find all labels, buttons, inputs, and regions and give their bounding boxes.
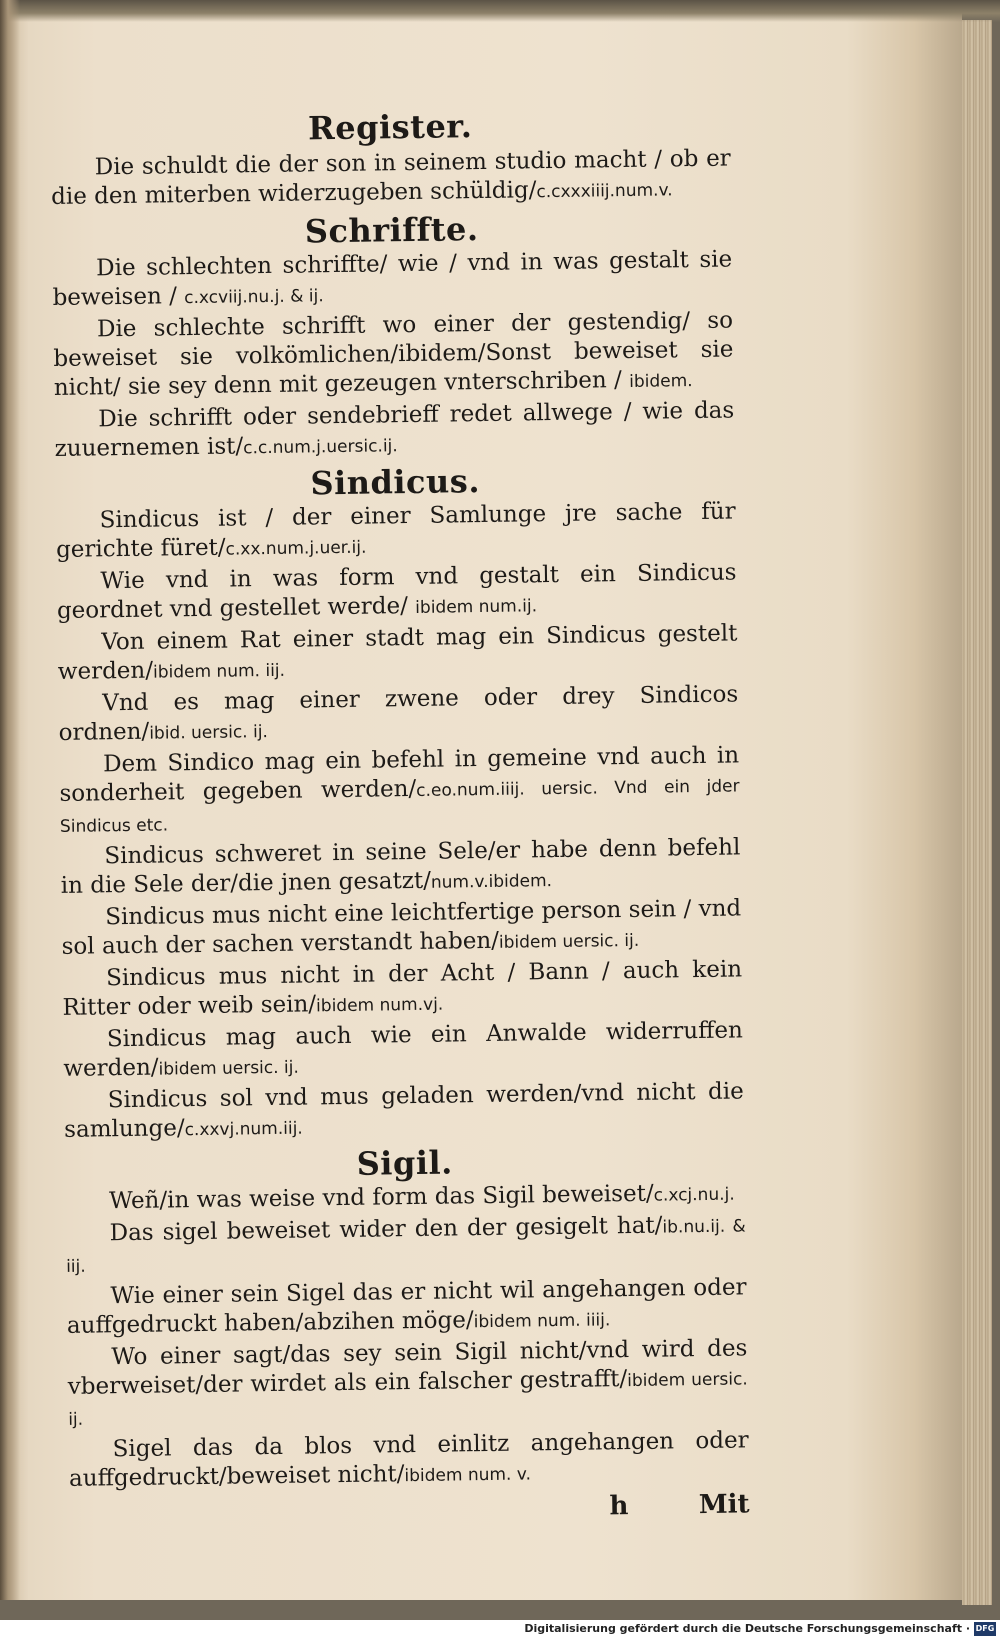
page-fore-edge [962,20,992,1605]
page-text [50,103,750,1529]
entry-text: Sindicus ist / der einer Samlunge jre sache für gerichte füret/ [55,498,736,563]
entry-reference: c.xcj.nu.j. [653,1184,735,1206]
register-entry [53,306,734,404]
entry-reference: ibidem num. iij. [152,660,286,683]
entry-reference: ibidem uersic. ij. [158,1057,299,1080]
spine-shadow [0,0,20,1600]
register-entry [65,1210,746,1281]
register-entry [60,833,741,902]
section-heading: Sigil. [356,1143,454,1183]
page-title: Register. [307,107,473,148]
entry-reference: ibidem uersic. ij. [68,1369,748,1430]
entry-reference: ibidem num.vj. [315,994,444,1017]
register-entry [59,741,740,841]
register-entry [64,1077,745,1146]
entry-reference: c.cxxxiiij.num.v. [536,180,673,203]
entry-reference: c.xx.num.j.uer.ij. [225,537,367,560]
register-entry [52,245,733,314]
entry-reference: c.xcviij.nu.j. & ij. [184,286,324,309]
entry-text: Wie einer sein Sigel das er nicht wil angehangen oder auffgedruckt haben/abzihen möge/ [66,1274,747,1339]
entry-reference: c.c.num.j.uersic.ij. [243,436,398,459]
section-heading: Sindicus. [310,462,481,503]
register-entry [56,558,737,627]
entry-text: Sindicus mus nicht eine leichtfertige person sein / vnd sol auch der sachen verstandt haben/ [61,895,742,960]
register-entry [67,1334,748,1434]
footer-bar [0,1620,1000,1640]
entry-text: Wie vnd in was form vnd gestalt ein Sindicus geordnet vnd gestellet werde/ [56,559,737,624]
entry-text: Sindicus mus nicht in der Acht / Bann / auch kein Ritter oder weib sein/ [62,956,743,1021]
entry-text: Von einem Rat einer stadt mag ein Sindicus gestelt werden/ [57,620,738,685]
section-heading: Schriffte. [304,210,479,251]
register-entry [68,1426,749,1495]
catchword: Mit [698,1489,750,1521]
dfg-logo: DFG [974,1622,996,1636]
entry-reference: ibidem num.ij. [415,596,538,618]
signature-mark: h [609,1491,629,1522]
entry-text: Wo einer sagt/das sey sein Sigil nicht/vnd wird des vberweiset/der wirdet als ein falscher gestrafft/ [67,1335,748,1400]
register-entry [51,145,732,214]
entry-text: Dem Sindico mag ein befehl in gemeine vnd auch in sonderheit gegeben werden/ [59,742,740,807]
entry-reference: ibidem uersic. ij. [498,930,640,953]
register-entry [54,396,735,465]
entry-text: Die schlechten schriffte/ wie / vnd in was gestalt sie beweisen / [52,246,733,311]
entry-text: Vnd es mag einer zwene oder drey Sindicos ordnen/ [58,681,739,746]
register-entry [57,619,738,688]
entry-text: Das sigel beweiset wider den der gesigelt hat/ [109,1212,663,1247]
entry-text: Die schuldt die der son in seinem studio macht / ob er die den miterben widerzugeben schüldig/ [51,145,731,210]
top-shadow [0,0,1000,22]
register-entry [58,680,739,749]
entry-text: Sindicus mag auch wie ein Anwalde widerruffen werden/ [63,1017,744,1082]
entry-text: Die schlechte schrifft wo einer der gestendig/ so beweiset sie volkömlichen/ibidem/Sonst beweiset sie nicht/ sie sey denn mit gezeugen vnterschriben / [53,307,734,401]
entry-text: Die schrifft oder sendebrieff redet allwege / wie das zuuernemen ist/ [54,397,735,462]
entry-reference: c.xxvj.num.iij. [184,1118,303,1141]
entry-reference: num.v.ibidem. [430,871,553,893]
register-entry [63,1016,744,1085]
register-sections [51,145,750,1496]
register-entry [61,894,742,963]
entry-reference: ibidem. [629,371,693,392]
footer-credit: Digitalisierung gefördert durch die Deutsche Forschungsgemeinschaft · [524,1622,970,1635]
entry-reference: ibidem num. v. [404,1464,532,1487]
entry-text: Sigel das da blos vnd einlitz angehangen oder auffgedruckt/beweiset nicht/ [68,1427,749,1492]
register-entry [66,1273,747,1342]
entry-text: Sindicus schweret in seine Sele/er habe denn befehl in die Sele der/die jnen gesatzt/ [60,834,741,899]
entry-text: Weñ/in was weise vnd form das Sigil beweiset/ [109,1180,654,1215]
entry-reference: ibidem num. iiij. [473,1310,611,1333]
register-entry [62,955,743,1024]
entry-reference: ib.nu.ij. & iij. [65,1216,746,1277]
entry-reference: c.eo.num.iiij. uersic. Vnd ein jder Sindicus etc. [59,776,740,837]
entry-reference: ibid. uersic. ij. [149,722,269,744]
entry-text: Sindicus sol vnd mus geladen werden/vnd nicht die samlunge/ [64,1078,744,1143]
register-entry [56,497,737,566]
